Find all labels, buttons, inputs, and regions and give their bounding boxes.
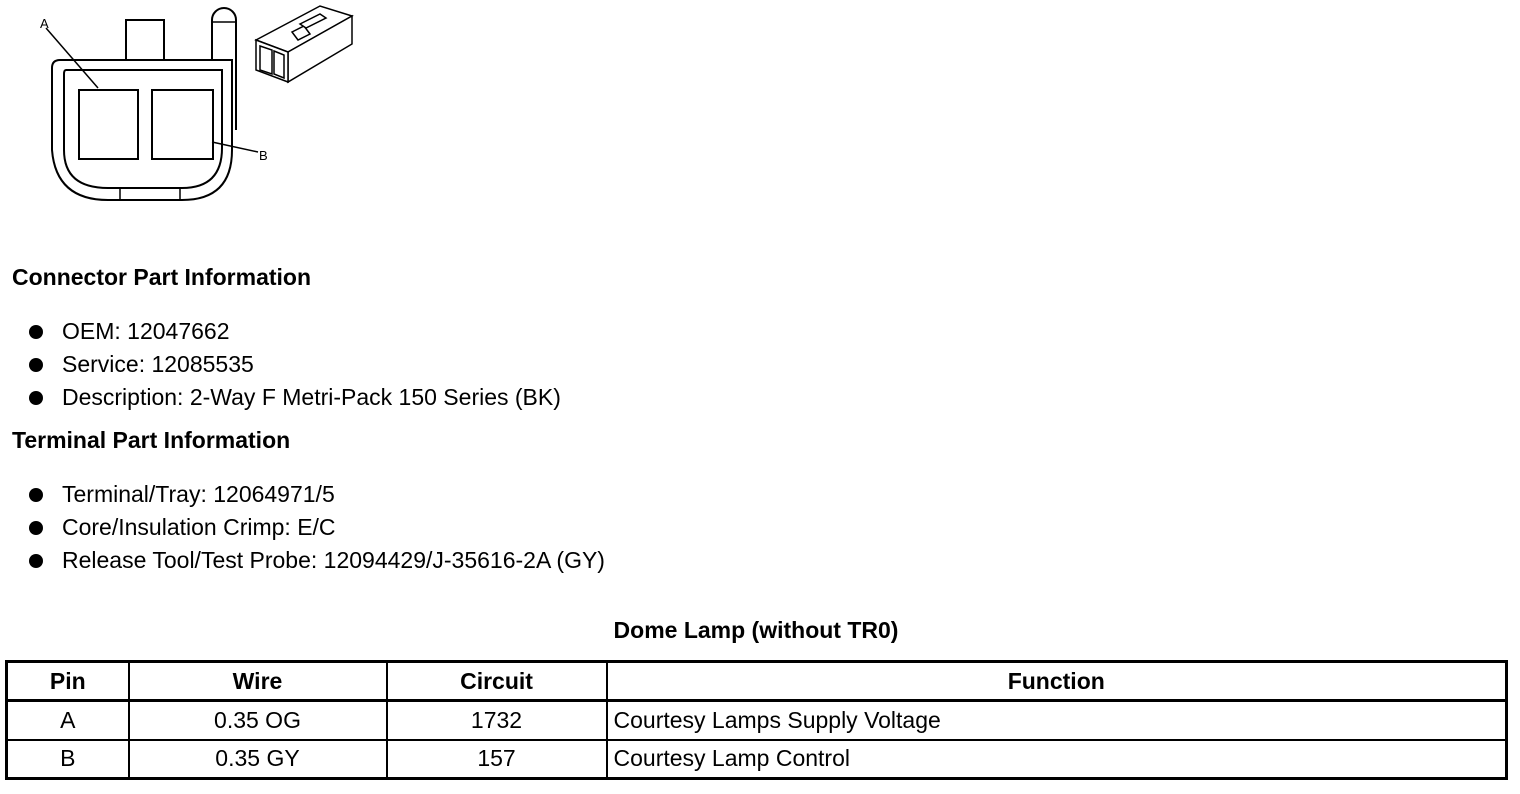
list-item: [0, 381, 561, 414]
cell-function: Courtesy Lamp Control: [607, 740, 1507, 779]
terminal-part-list: [0, 478, 605, 577]
header-pin: Pin: [7, 662, 129, 701]
connector-part-list: [0, 315, 561, 414]
header-function: Function: [607, 662, 1507, 701]
connector-iso-icon: [256, 6, 352, 82]
pinout-table: [5, 660, 1508, 780]
pin-b-label: B: [259, 148, 268, 163]
table-header-row: [7, 662, 1507, 701]
header-circuit: Circuit: [387, 662, 607, 701]
connector-description: Description: 2-Way F Metri-Pack 150 Series (BK): [62, 384, 561, 410]
connector-diagram: [0, 0, 380, 220]
list-item: [0, 348, 561, 381]
terminal-release-tool: Release Tool/Test Probe: 12094429/J-35616-2A (GY): [62, 547, 605, 573]
cell-pin: A: [7, 701, 129, 740]
terminal-tray: Terminal/Tray: 12064971/5: [62, 481, 335, 507]
list-item: [0, 511, 605, 544]
cell-pin: B: [7, 740, 129, 779]
bullet-icon: [29, 554, 43, 568]
list-item: [0, 544, 605, 577]
table-row: [7, 701, 1507, 740]
connector-part-heading: Connector Part Information: [12, 264, 312, 290]
cell-function: Courtesy Lamps Supply Voltage: [607, 701, 1507, 740]
table-row: [7, 740, 1507, 779]
list-item: [0, 478, 605, 511]
terminal-crimp: Core/Insulation Crimp: E/C: [62, 514, 336, 540]
list-item: [0, 315, 561, 348]
bullet-icon: [29, 488, 43, 502]
bullet-icon: [29, 358, 43, 372]
cell-circuit: 1732: [387, 701, 607, 740]
bullet-icon: [29, 325, 43, 339]
cell-wire: 0.35 GY: [129, 740, 387, 779]
pin-a-label: A: [40, 16, 49, 31]
cell-wire: 0.35 OG: [129, 701, 387, 740]
bullet-icon: [29, 391, 43, 405]
table-title: Dome Lamp (without TR0): [613, 617, 899, 643]
connector-service: Service: 12085535: [62, 351, 254, 377]
terminal-part-heading: Terminal Part Information: [12, 427, 291, 453]
cell-circuit: 157: [387, 740, 607, 779]
bullet-icon: [29, 521, 43, 535]
header-wire: Wire: [129, 662, 387, 701]
connector-oem: OEM: 12047662: [62, 318, 230, 344]
